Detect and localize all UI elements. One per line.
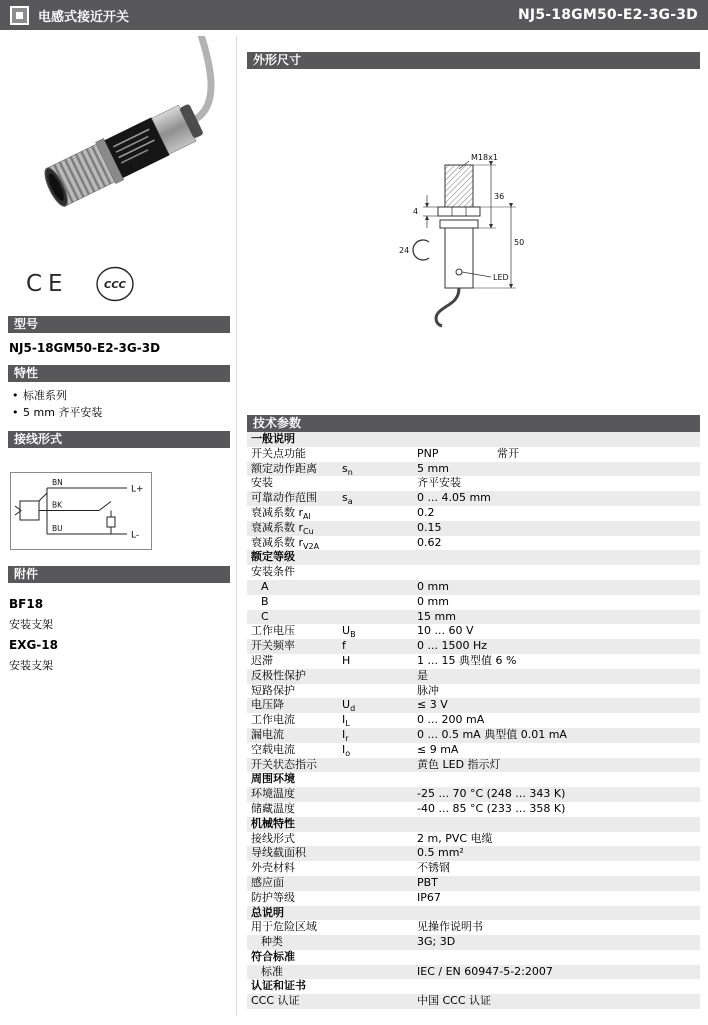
tech-row-label: 额定动作距离 — [251, 461, 317, 475]
tech-row-label: 导线截面积 — [251, 846, 306, 860]
tech-row-symbol: $I_o$ — [342, 742, 351, 758]
accessories-section-title: 附件 — [8, 566, 230, 583]
tech-row — [247, 832, 700, 847]
tech-section-row — [247, 772, 700, 787]
tech-row-label: 额定等级 — [251, 550, 295, 564]
wire-label-lplus: L+ — [131, 484, 144, 495]
tech-row-label: C — [261, 609, 269, 623]
dim-36-label: 36 — [494, 192, 505, 201]
tech-section-row — [247, 906, 700, 921]
tech-row — [247, 861, 700, 876]
tech-row — [247, 462, 700, 477]
tech-row — [247, 447, 700, 462]
tech-row-label: 储藏温度 — [251, 801, 295, 815]
tech-row-label: A — [261, 579, 269, 593]
tech-row — [247, 713, 700, 728]
tech-row-value: 3G; 3D — [417, 935, 456, 949]
tech-row-symbol: $I_L$ — [342, 713, 350, 729]
tech-table — [247, 432, 700, 1009]
tech-row-value: 0 mm — [417, 594, 449, 608]
features-list — [8, 382, 230, 431]
accessory-desc: 安装支架 — [9, 659, 53, 672]
tech-row-label: 工作电压 — [251, 624, 295, 638]
tech-row-label: 符合标准 — [251, 949, 295, 963]
model-value: NJ5-18GM50-E2-3G-3D — [9, 341, 161, 355]
wire-label-bu: BU — [52, 524, 63, 533]
tech-row — [247, 595, 700, 610]
tech-row-value: 0 mm — [417, 579, 449, 593]
tech-row-symbol: $I_r$ — [342, 727, 349, 744]
tech-row-label: 衰减系数 $r_{Al}$ — [251, 505, 311, 521]
conformity-marks — [8, 266, 230, 302]
tech-row — [247, 891, 700, 906]
tech-row-label: 标准 — [261, 964, 283, 978]
tech-row-label: 用于危险区域 — [251, 920, 317, 934]
tech-row — [247, 491, 700, 506]
dim-4-label: 4 — [413, 207, 419, 216]
tech-row — [247, 624, 700, 639]
tech-row-label: 安装 — [251, 476, 273, 490]
sensor-face-icon — [10, 6, 29, 25]
tech-row — [247, 994, 700, 1009]
tech-row — [247, 476, 700, 491]
dimension-drawing — [365, 147, 585, 337]
tech-row-value: 0.15 — [417, 520, 442, 534]
tech-row-value: -25 ... 70 °C (248 ... 343 K) — [417, 787, 566, 801]
tech-section-row — [247, 817, 700, 832]
tech-row — [247, 876, 700, 891]
tech-row-label: 工作电流 — [251, 713, 295, 727]
tech-row — [247, 521, 700, 536]
tech-row-value: 0.62 — [417, 535, 442, 549]
tech-row — [247, 698, 700, 713]
tech-row-value: 1 ... 15 典型值 6 % — [417, 653, 517, 667]
tech-row-value: 中国 CCC 认证 — [417, 994, 492, 1008]
tech-row-label: 防护等级 — [251, 890, 295, 904]
tech-row-value: IEC / EN 60947-5-2:2007 — [417, 964, 553, 978]
tech-row-symbol: f — [342, 639, 346, 653]
wiring-section-title: 接线形式 — [8, 431, 230, 448]
header-bar — [0, 0, 708, 30]
tech-row-symbol: H — [342, 653, 351, 667]
dimension-drawing-area — [247, 69, 700, 415]
tech-row-label: 周围环境 — [251, 772, 295, 786]
tech-row-label: 衰减系数 $r_{V2A}$ — [251, 535, 320, 551]
feature-item: • 5 mm 齐平安装 — [12, 404, 230, 421]
tech-row-value: 是 — [417, 668, 428, 682]
tech-row-label: 机械特性 — [251, 816, 295, 830]
feature-item: • 标准系列 — [12, 387, 230, 404]
tech-row-label: 反极性保护 — [251, 668, 306, 682]
tech-row-label: 漏电流 — [251, 727, 284, 741]
tech-row — [247, 639, 700, 654]
tech-row-label: 衰减系数 $r_{Cu}$ — [251, 520, 314, 536]
tech-row-label: 开关频率 — [251, 639, 295, 653]
tech-section-row — [247, 432, 700, 447]
ce-mark-icon: CE — [26, 271, 69, 297]
tech-row-value: PBT — [417, 875, 438, 889]
tech-row-label: 空载电流 — [251, 742, 295, 756]
tech-row-symbol: $U_B$ — [342, 624, 356, 640]
ccc-mark-text: CCC — [103, 280, 126, 291]
tech-row-value: 0 ... 4.05 mm — [417, 491, 491, 505]
dim-50-label: 50 — [514, 238, 525, 247]
tech-row-value: 15 mm — [417, 609, 456, 623]
tech-row-label: 电压降 — [251, 698, 284, 712]
model-section-title: 型号 — [8, 316, 230, 333]
tech-row-value: 0.2 — [417, 505, 435, 519]
tech-row — [247, 610, 700, 625]
tech-row — [247, 580, 700, 595]
tech-row — [247, 684, 700, 699]
tech-row-value: ≤ 9 mA — [417, 742, 459, 756]
tech-row-value: 黄色 LED 指示灯 — [417, 757, 501, 771]
page-title: 电感式接近开关 — [38, 9, 130, 25]
tech-row-label: 可靠动作范围 — [251, 491, 317, 505]
tech-row — [247, 758, 700, 773]
led-label: LED — [493, 273, 509, 282]
tech-row-value: 5 mm — [417, 461, 449, 475]
tech-row — [247, 787, 700, 802]
tech-row-label: 种类 — [261, 935, 283, 949]
product-photo — [8, 36, 230, 266]
wire-label-lminus: L- — [131, 530, 140, 541]
tech-row-symbol: $U_d$ — [342, 698, 356, 714]
tech-row-value: -40 ... 85 °C (233 ... 358 K) — [417, 801, 566, 815]
tech-row-value: 0 ... 0.5 mA 典型值 0.01 mA — [417, 727, 567, 741]
tech-row — [247, 935, 700, 950]
tech-row-value: 不锈钢 — [417, 861, 450, 875]
tech-row-label: 开关点功能 — [251, 446, 306, 460]
tech-row-label: CCC 认证 — [251, 994, 300, 1008]
tech-row — [247, 728, 700, 743]
tech-row-symbol: $s_a$ — [342, 491, 353, 507]
sidebar — [8, 36, 230, 679]
dim-thread-label: M18x1 — [471, 153, 498, 162]
dimensions-section-title: 外形尺寸 — [247, 52, 700, 69]
accessories-list — [8, 583, 230, 673]
tech-row — [247, 654, 700, 669]
tech-row — [247, 920, 700, 935]
wiring-diagram — [11, 473, 151, 549]
tech-row — [247, 965, 700, 980]
tech-row-label: 感应面 — [251, 875, 284, 889]
tech-row-label: 短路保护 — [251, 683, 295, 697]
tech-row-value: PNP 常开 — [417, 446, 519, 460]
tech-row-value: 0.5 mm² — [417, 846, 464, 860]
tech-row-value: 齐平安装 — [417, 476, 461, 490]
tech-row-value: IP67 — [417, 890, 441, 904]
tech-row-label: 接线形式 — [251, 831, 295, 845]
tech-row — [247, 669, 700, 684]
wiring-diagram-box — [10, 472, 152, 550]
tech-row-label: 外壳材料 — [251, 861, 295, 875]
tech-row-value: 0 ... 200 mA — [417, 713, 485, 727]
main-panel — [236, 36, 700, 1016]
tech-section-row — [247, 979, 700, 994]
part-number: NJ5-18GM50-E2-3G-3D — [518, 7, 698, 23]
tech-row-value: 脉冲 — [417, 683, 439, 697]
tech-section-row — [247, 550, 700, 565]
tech-row — [247, 846, 700, 861]
tech-row-label: B — [261, 594, 269, 608]
tech-row-label: 一般说明 — [251, 432, 295, 445]
tech-section-row — [247, 950, 700, 965]
wire-label-bk: BK — [52, 500, 63, 510]
tech-row-label: 认证和证书 — [251, 979, 306, 993]
tech-row — [247, 506, 700, 521]
dim-24-label: 24 — [399, 246, 410, 255]
accessory-desc: 安装支架 — [9, 618, 53, 631]
features-section-title: 特性 — [8, 365, 230, 382]
tech-row — [247, 743, 700, 758]
tech-row-symbol: $s_n$ — [342, 461, 353, 477]
tech-row-value: 见操作说明书 — [417, 920, 483, 934]
tech-row — [247, 802, 700, 817]
accessory-name: EXG-18 — [9, 638, 58, 652]
tech-row-value: 10 ... 60 V — [417, 624, 474, 638]
tech-row-value: 2 m, PVC 电缆 — [417, 831, 493, 845]
tech-row-value: 0 ... 1500 Hz — [417, 639, 488, 653]
wire-label-bn: BN — [52, 478, 63, 487]
tech-row-label: 迟滞 — [251, 653, 273, 667]
tech-row-label: 总说明 — [251, 905, 284, 919]
tech-row-value: ≤ 3 V — [417, 698, 448, 712]
tech-row-label: 开关状态指示 — [251, 757, 317, 771]
accessory-name: BF18 — [9, 597, 44, 611]
tech-row — [247, 565, 700, 580]
tech-row — [247, 536, 700, 551]
ccc-mark-icon — [95, 266, 135, 302]
tech-row-label: 安装条件 — [251, 565, 295, 579]
tech-section-title: 技术参数 — [247, 415, 700, 432]
tech-row-label: 环境温度 — [251, 787, 295, 801]
